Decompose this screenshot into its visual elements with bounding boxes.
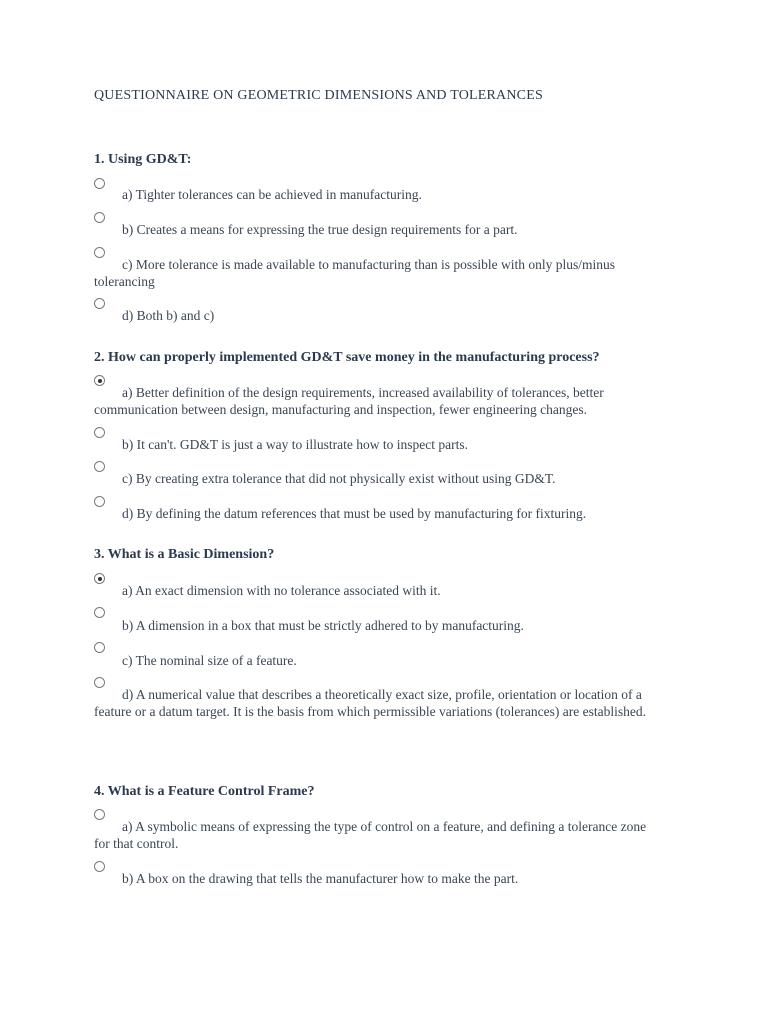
q1-option-d-label: d) Both b) and c) (122, 308, 215, 323)
q2-option-c-label: c) By creating extra tolerance that did not physically exist without using GD&T. (122, 471, 556, 486)
question-2-text: 2. How can properly implemented GD&T save money in the manufacturing process? (94, 350, 600, 365)
q2-option-b-label: b) It can't. GD&T is just a way to illustrate how to inspect parts. (122, 437, 468, 452)
q1-option-b-label: b) Creates a means for expressing the true design requirements for a part. (122, 222, 518, 237)
q3-option-b-label: b) A dimension in a box that must be strictly adhered to by manufacturing. (122, 618, 524, 633)
q2-option-a-label: a) Better definition of the design requirements, increased availability of tolerances, better communication between design, manufacturing and inspection, fewer engineering changes. (94, 385, 604, 417)
q3-option-d-label: d) A numerical value that describes a theoretically exact size, profile, orientation or location of a feature or a datum target. It is the basis from which permissible variations (tolerances) are established. (94, 687, 646, 719)
q2-option-d-label: d) By defining the datum references that must be used by manufacturing for fixturing. (122, 506, 587, 521)
q3-option-a-label: a) An exact dimension with no tolerance associated with it. (122, 583, 441, 598)
q3-option-c-label: c) The nominal size of a feature. (122, 653, 297, 668)
q4-option-b-label: b) A box on the drawing that tells the manufacturer how to make the part. (122, 871, 519, 886)
q1-option-a-label: a) Tighter tolerances can be achieved in manufacturing. (122, 187, 422, 202)
q1-option-c-label: c) More tolerance is made available to manufacturing than is possible with only plus/minus tolerancing (94, 257, 616, 289)
question-3-text: 3. What is a Basic Dimension? (94, 547, 275, 562)
q4-option-a-label: a) A symbolic means of expressing the type of control on a feature, and defining a tolerance zone for that control. (94, 819, 647, 851)
question-4-text: 4. What is a Feature Control Frame? (94, 784, 315, 799)
question-1-text: 1. Using GD&T: (94, 152, 192, 167)
document-title: QUESTIONNAIRE ON GEOMETRIC DIMENSIONS AND TOLERANCES (94, 88, 543, 103)
